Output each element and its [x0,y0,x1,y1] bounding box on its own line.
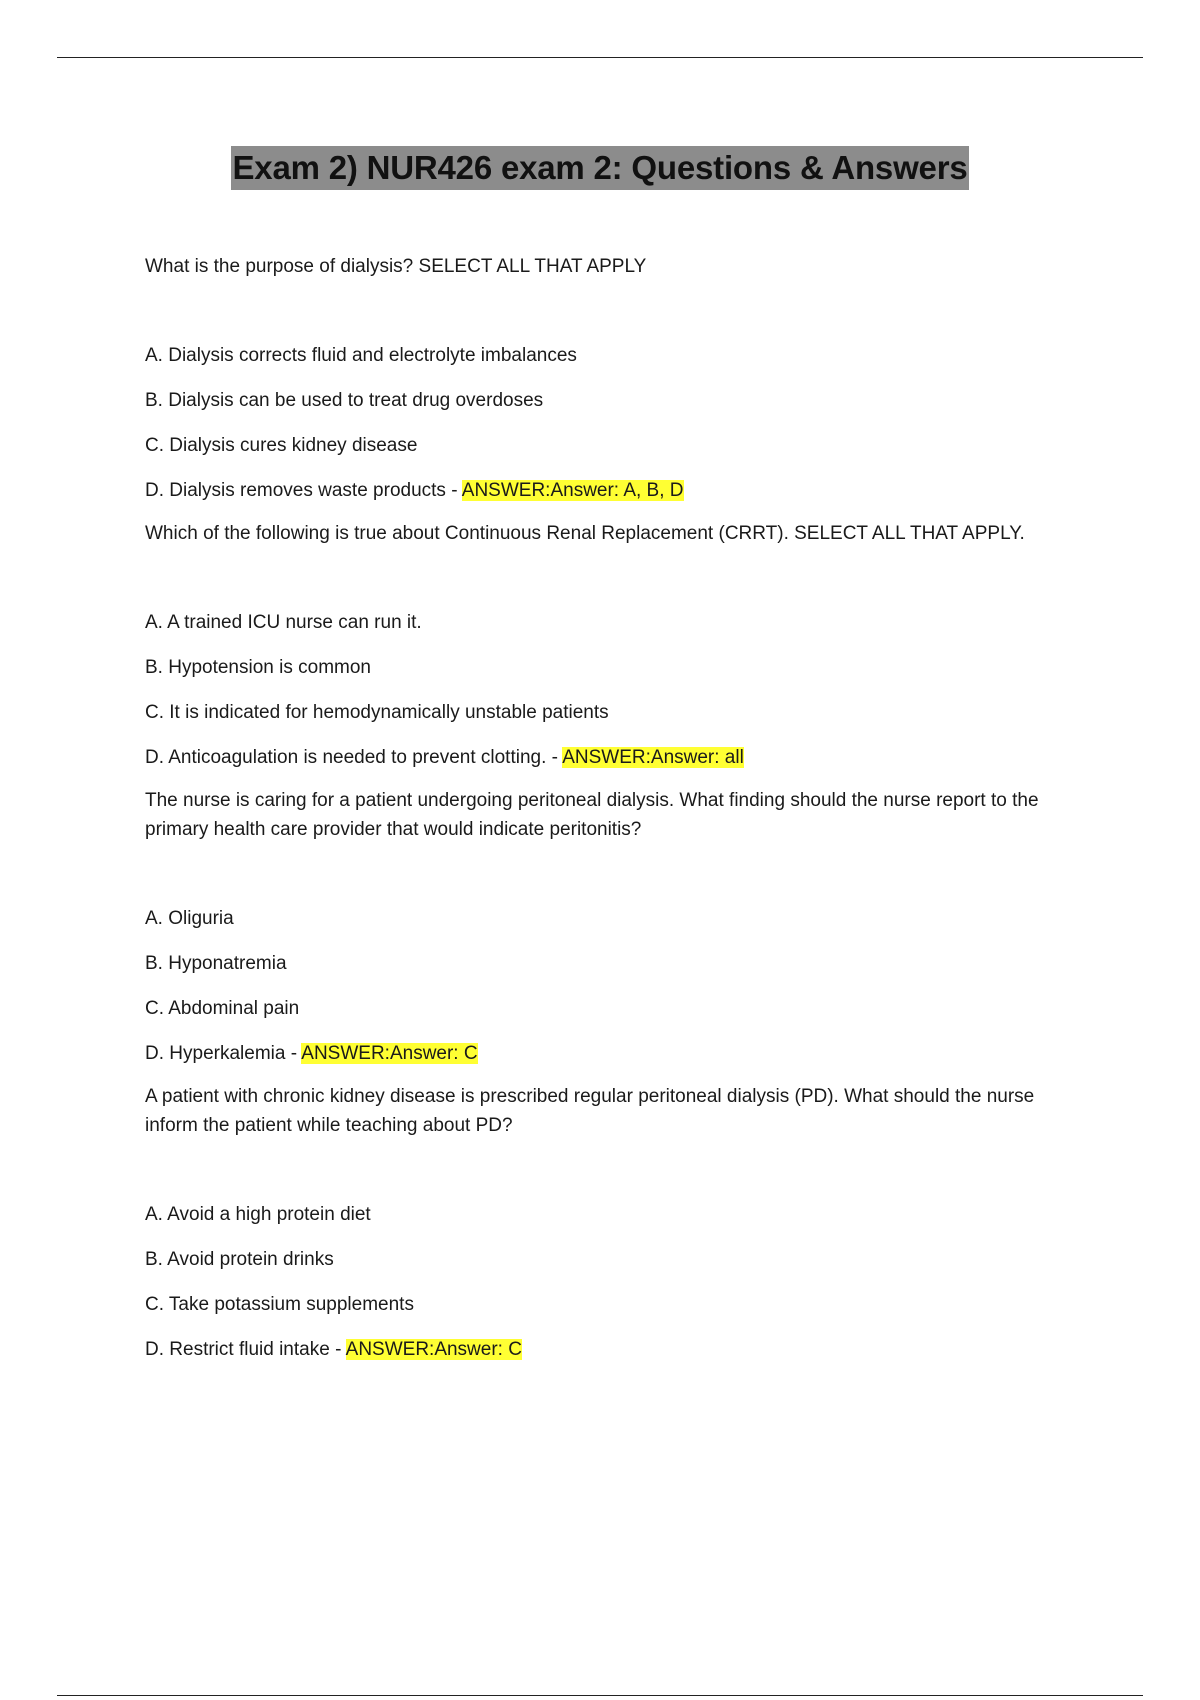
option-c: C. Take potassium supplements [145,1294,414,1315]
option-d: D. Dialysis removes waste products [145,480,446,501]
question-text: The nurse is caring for a patient undergoing peritoneal dialysis. What finding should the nurse report to the primary health care provider that would indicate peritonitis? [145,790,1039,840]
option-c: C. Dialysis cures kidney disease [145,435,418,456]
option-b: B. Dialysis can be used to treat drug overdoses [145,390,544,411]
option-d: D. Hyperkalemia [145,1043,286,1064]
option-b: B. Hyponatremia [145,953,287,974]
answer-separator: - [329,1339,346,1360]
option-b: B. Avoid protein drinks [145,1249,334,1270]
question-block [145,1082,1075,1364]
question-text: Which of the following is true about Continuous Renal Replacement (CRRT). SELECT ALL THAT APPLY. [145,523,1025,544]
option-c: C. Abdominal pain [145,998,300,1019]
option-d: D. Restrict fluid intake [145,1339,330,1360]
answer-highlight: ANSWER:Answer: C [301,1043,478,1064]
option-d: D. Anticoagulation is needed to prevent clotting. [145,747,547,768]
option-a: A. A trained ICU nurse can run it. [145,612,422,633]
option-d-with-answer [145,743,1075,772]
answer-highlight: ANSWER:Answer: C [345,1339,522,1360]
question-block [145,786,1075,1068]
question-text: A patient with chronic kidney disease is prescribed regular peritoneal dialysis (PD). What should the nurse inform the patient while teaching about PD? [145,1086,1035,1136]
option-b: B. Hypotension is common [145,657,371,678]
question-text: What is the purpose of dialysis? SELECT ALL THAT APPLY [145,256,647,277]
question-block [145,252,1075,505]
question-block [145,519,1075,772]
option-a: A. Oliguria [145,908,234,929]
option-a: A. Dialysis corrects fluid and electrolyte imbalances [145,345,577,366]
answer-highlight: ANSWER:Answer: all [562,747,744,768]
document-title: Exam 2) NUR426 exam 2: Questions & Answers [231,146,968,190]
answer-separator: - [546,747,563,768]
questions-body [145,252,1075,1378]
option-c: C. It is indicated for hemodynamically unstable patients [145,702,609,723]
header-rule [57,57,1143,58]
footer-rule [57,1695,1143,1696]
option-d-with-answer [145,1039,1075,1068]
answer-separator: - [285,1043,302,1064]
option-a: A. Avoid a high protein diet [145,1204,371,1225]
answer-highlight: ANSWER:Answer: A, B, D [461,480,684,501]
option-d-with-answer [145,1335,1075,1364]
answer-separator: - [445,480,462,501]
option-d-with-answer [145,476,1075,505]
title-container [0,146,1200,190]
